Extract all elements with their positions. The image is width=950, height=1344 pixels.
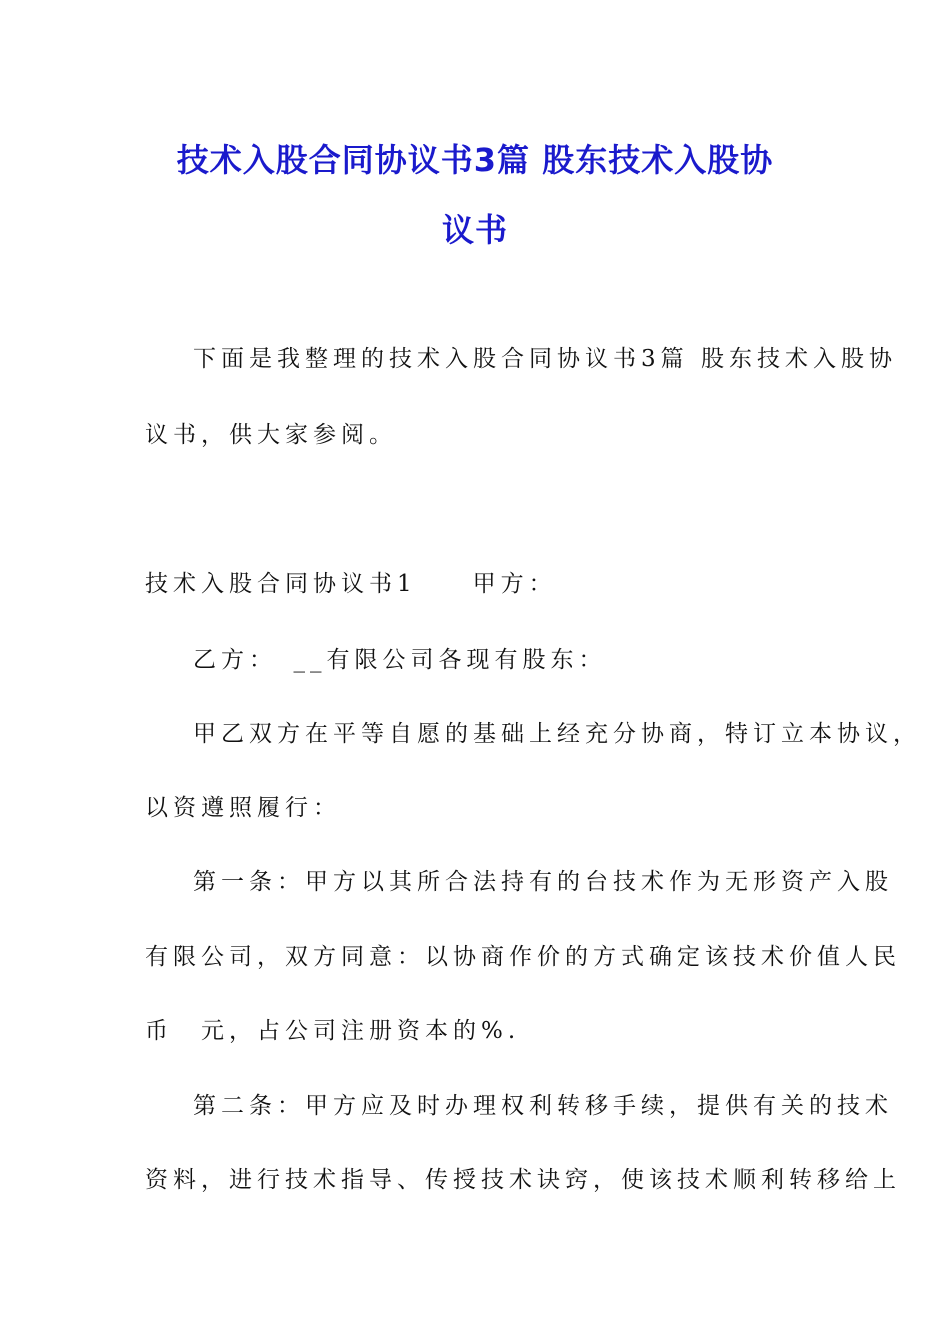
article-1-line-1: 第一条：甲方以其所合法持有的台技术作为无形资产入股 xyxy=(193,869,893,895)
article-2-line-1: 第二条：甲方应及时办理权利转移手续，提供有关的技术 xyxy=(193,1093,893,1119)
intro-paragraph-line-2: 议书，供大家参阅。 xyxy=(145,422,397,448)
party-b-line: 乙方： __有限公司各现有股东： xyxy=(193,647,607,673)
article-1-line-3: 币 元，占公司注册资本的%. xyxy=(145,1018,521,1044)
preamble-line-1: 甲乙双方在平等自愿的基础上经充分协商，特订立本协议， xyxy=(193,721,921,747)
document-title-line-2: 议书 xyxy=(441,211,508,249)
preamble-line-2: 以资遵照履行： xyxy=(145,795,341,821)
article-1-line-2: 有限公司，双方同意：以协商作价的方式确定该技术价值人民 xyxy=(145,944,901,970)
document-title-line-1: 技术入股合同协议书3篇 股东技术入股协 xyxy=(176,141,774,179)
section-heading: 技术入股合同协议书1 甲方： xyxy=(145,571,557,597)
intro-paragraph-line-1: 下面是我整理的技术入股合同协议书3篇 股东技术入股协 xyxy=(193,346,897,372)
article-2-line-2: 资料，进行技术指导、传授技术诀窍，使该技术顺利转移给上 xyxy=(145,1167,901,1193)
